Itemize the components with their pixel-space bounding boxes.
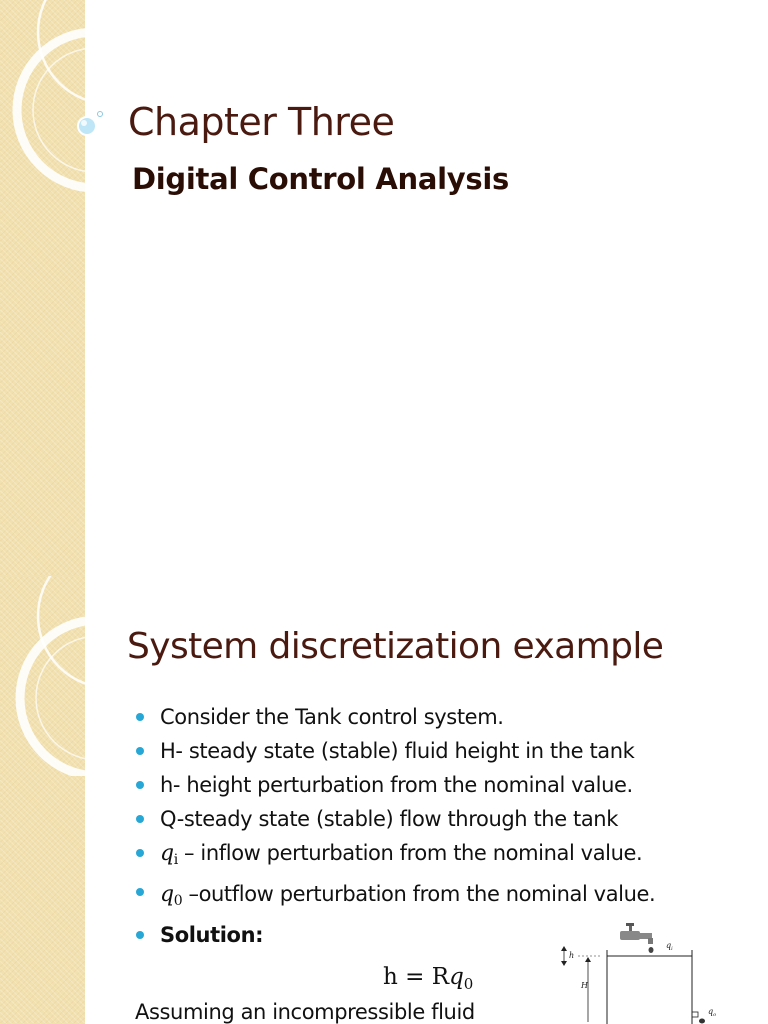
equation: $h = Rq_0$ <box>383 964 474 993</box>
bullet-item: h- height perturbation from the nominal value. <box>134 768 734 802</box>
slide-title: System discretization example <box>127 626 664 667</box>
decorative-circles-icon <box>0 576 130 776</box>
label-H: H <box>581 981 588 990</box>
decorative-circles-icon <box>0 0 130 200</box>
bullet-icon <box>136 713 144 721</box>
bullet-icon <box>136 849 144 857</box>
bullet-icon <box>136 781 144 789</box>
bullet-icon <box>136 888 144 896</box>
bullet-item: Consider the Tank control system. <box>134 700 734 734</box>
bullet-item: H- steady state (stable) fluid height in the tank <box>134 734 734 768</box>
slide-subtitle: Digital Control Analysis <box>132 162 509 196</box>
paragraph: Assuming an incompressible fluid <box>135 1000 475 1024</box>
tank-diagram <box>552 918 732 1024</box>
bullet-icon <box>136 815 144 823</box>
bullet-list <box>134 700 734 952</box>
slide-title: Chapter Three <box>128 100 395 144</box>
height-perturbation-arrow-icon <box>561 946 567 966</box>
label-qi: $q_i$ <box>666 941 673 952</box>
bullet-item: q0 –outflow perturbation from the nominal value. <box>134 877 734 918</box>
tank <box>607 950 705 1024</box>
slide-system-discretization <box>0 576 768 1024</box>
bullet-item: qi – inflow perturbation from the nominal value. <box>134 836 734 877</box>
label-h: h <box>569 951 575 960</box>
label-qo: $q_o$ <box>708 1007 717 1018</box>
faucet-icon <box>620 923 654 953</box>
bullet-item: Q-steady state (stable) flow through the tank <box>134 802 734 836</box>
bullet-item: Solution: <box>134 918 734 952</box>
bullet-icon <box>136 931 144 939</box>
bullet-icon <box>136 747 144 755</box>
